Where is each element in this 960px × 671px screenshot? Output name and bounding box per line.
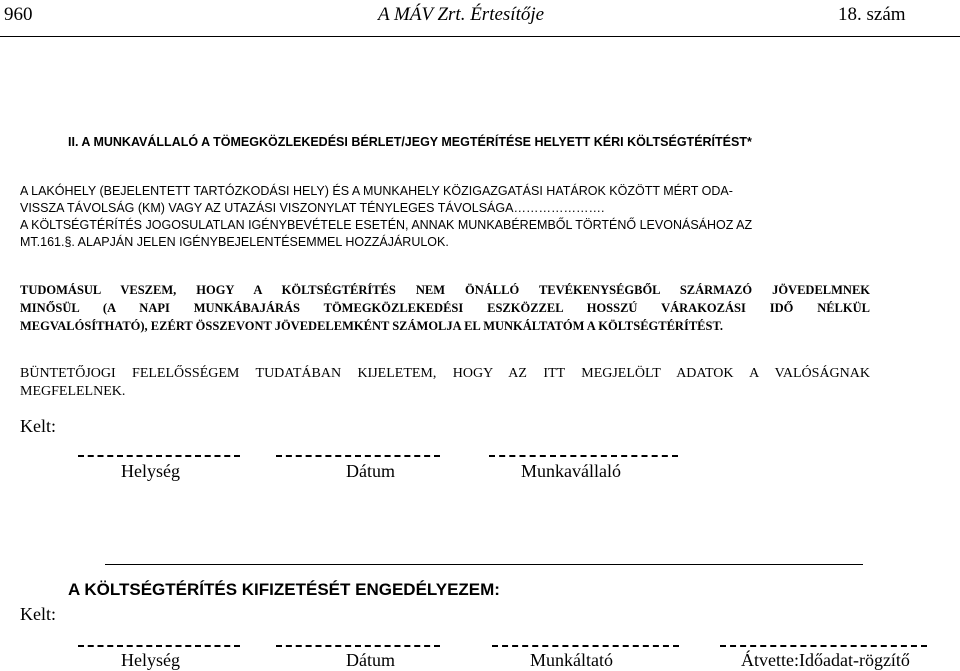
paragraph-line: A LAKÓHELY (BEJELENTETT TARTÓZKODÁSI HELY) ÉS A MUNKAHELY KÖZIGAZGATÁSI HATÁROK KÖZÖTT MÉRT ODA-: [20, 184, 733, 198]
signature-line-date: [276, 455, 440, 457]
paragraph-income-notice: [20, 281, 870, 335]
section-divider: [105, 564, 863, 565]
kelt-label: Kelt:: [20, 416, 56, 436]
approval-label-place: Helység: [121, 650, 180, 670]
approval-label-employer: Munkáltató: [530, 650, 613, 670]
approval-label-date: Dátum: [346, 650, 395, 670]
approval-line-recorder: [720, 645, 927, 647]
signature-label-place: Helység: [121, 461, 180, 481]
signature-label-date: Dátum: [346, 461, 395, 481]
approval-line-employer: [492, 645, 679, 647]
signature-line-place: [78, 455, 240, 457]
paragraph-line: TUDOMÁSUL VESZEM, HOGY A KÖLTSÉGTÉRÍTÉS NEM ÖNÁLLÓ TEVÉKENYSÉGBŐL SZÁRMAZÓ JÖVEDELMNEK: [20, 283, 870, 297]
approval-label-recorder: Átvette:Időadat-rögzítő: [741, 650, 910, 670]
paragraph-distance-consent: [20, 183, 870, 251]
approval-line-date: [276, 645, 440, 647]
header-rule: [0, 36, 960, 37]
signature-line-employee: [489, 455, 678, 457]
header-issue-number: 18. szám: [838, 4, 906, 25]
paragraph-line: MT.161.§. ALAPJÁN JELEN IGÉNYBEJELENTÉSEMMEL HOZZÁJÁRULOK.: [20, 235, 449, 249]
paragraph-line: MINŐSÜL (A NAPI MUNKÁBAJÁRÁS TÖMEGKÖZLEKEDÉSI ESZKÖZZEL HOSSZÚ VÁRAKOZÁSI IDŐ NÉLKÜL: [20, 301, 870, 315]
header-page-number: 960: [4, 4, 33, 25]
paragraph-liability-declaration: [20, 365, 870, 401]
approval-kelt-label: Kelt:: [20, 604, 56, 624]
paragraph-line: BÜNTETŐJOGI FELELŐSSÉGEM TUDATÁBAN KIJELETEM, HOGY AZ ITT MEGJELÖLT ADATOK A VALÓSÁGNAK: [20, 366, 870, 381]
paragraph-line: A KÖLTSÉGTÉRÍTÉS JOGOSULATLAN IGÉNYBEVÉTELE ESETÉN, ANNAK MUNKABÉREMBŐL TÖRTÉNŐ LEVONÁSÁHOZ AZ: [20, 218, 753, 232]
approval-title: A KÖLTSÉGTÉRÍTÉS KIFIZETÉSÉT ENGEDÉLYEZEM:: [68, 580, 500, 599]
section-title: II. A MUNKAVÁLLALÓ A TÖMEGKÖZLEKEDÉSI BÉRLET/JEGY MEGTÉRÍTÉSE HELYETT KÉRI KÖLTSÉGTÉRÍTÉST*: [68, 135, 752, 149]
header-publication-title: A MÁV Zrt. Értesítője: [378, 4, 545, 25]
paragraph-line: MEGFELELNEK.: [20, 384, 126, 399]
approval-line-place: [78, 645, 240, 647]
paragraph-line: VISSZA TÁVOLSÁG (KM) VAGY AZ UTAZÁSI VISZONYLAT TÉNYLEGES TÁVOLSÁGA………………….: [20, 201, 605, 215]
paragraph-line: MEGVALÓSÍTHATÓ), EZÉRT ÖSSZEVONT JÖVEDELEMKÉNT SZÁMOLJA EL MUNKÁLTATÓM A KÖLTSÉGTÉRÍTÉST.: [20, 319, 723, 333]
signature-label-employee: Munkavállaló: [521, 461, 621, 481]
